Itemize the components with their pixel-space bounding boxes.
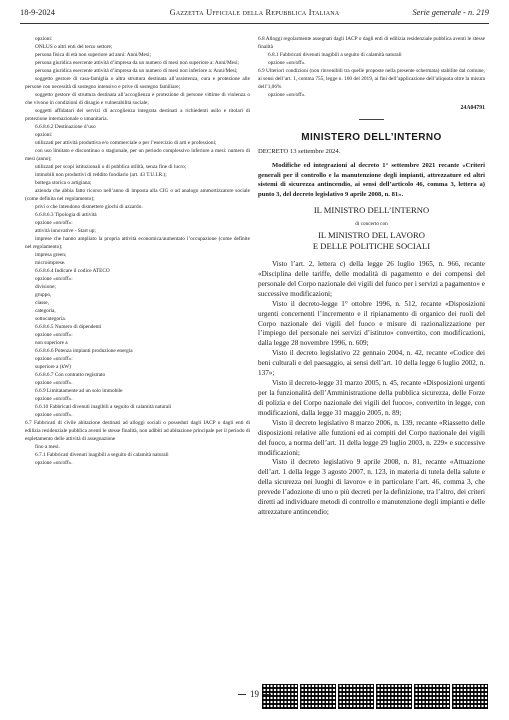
paragraph: 6.6.8.6.2 Destinazione d’uso [35,124,96,130]
paragraph: 6.7.1 Fabbricati divenuti inagibili a seguito di calamità naturali [35,452,169,458]
paragraph: divisione; [35,284,56,290]
labor-minister-line-1: IL MINISTRO DEL LAVORO [318,230,425,240]
paragraph: opzione «on/off»: [35,220,73,226]
paragraph: azienda che abbia fatto ricorso nell’anno di imposta alla CIG o ad analogo ammortizzatore sociale (come definita nel regolamento); [25,188,250,202]
qr-code [452,684,488,709]
paragraph: opzione «on/off». [35,412,73,418]
paragraph: opzioni: [35,36,53,42]
paragraph: 6.6.8.6.5 Numero di dipendenti [35,324,102,330]
paragraph: opzione «on/off»: [35,332,73,338]
qr-code [262,684,298,709]
issue-date: 18-9-2024 [20,8,55,17]
page-header [20,8,489,22]
left-column [25,35,250,467]
paragraph: 6.9 Ulteriori condizioni (non rinvenibili tra quelle proposte nella presente schermata) stabilite dal comune, ai sensi dell’art. 1, comma 755, legge n. 160 del 2019, ai fini dell’applicazione dell’aliquota oltre la misura dell’1,06% [258,68,485,90]
paragraph: 6.6.10 Fabbricati divenuti inagibili a seguito di calamità naturali [35,404,172,410]
paragraph: gruppo, [35,292,52,298]
minister-heading: IL MINISTRO DELL’INTERNO [313,205,430,215]
header-rule [20,23,489,24]
paragraph: immobili non produttivi di reddito fondiario (art. 43 T.U.I.R.); [35,172,167,178]
visto-paragraph: Visto il decreto legislativo 22 gennaio 2004, n. 42, recante «Codice dei beni culturali e del paesaggio, ai sensi dell’art. 10 della legge 6 luglio 2002, n. 137»; [258,349,485,378]
issue-series: Serie generale - n. 219 [412,8,489,17]
paragraph: utilizzati per attività produttiva e/o commerciale o per l’esercizio di arti e professioni; [35,140,217,146]
visto-paragraph: Visto il decreto legislativo 8 marzo 2006, n. 139, recante «Riassetto delle disposizioni relative alle funzioni ed ai compiti del Corpo nazionale dei vigili del fuoco, a norma dell’art. 11 della legge 29 luglio 2003, n. 229» e successive modificazioni; [258,418,485,457]
visto-paragraph: Visto il decreto legislativo 9 aprile 2008, n. 81, recante «Attuazione dell’art. 1 della legge 3 agosto 2007, n. 123, in materia di tutela della salute e della sicurezza nei luoghi di lavoro» e in particolare l’art. 46, comma 3, che prevede l’adozione di uno o più decreti per la definizione, tra l’altro, dei criteri diretti ad individuare metodi di controllo e manutenzione degli impianti e delle attrezzature antincendio; [258,458,485,517]
paragraph: opzione «on/off». [268,92,306,98]
paragraph: opzione «on/off». [35,396,73,402]
paragraph: con uso limitato e discontinuo o stagionale, per un periodo complessivo inferiore a mesi: numero di mesi (anno); [25,148,250,162]
qr-code [338,684,374,709]
paragraph: 6.6.9 Limitatamente ad un solo immobile [35,388,123,394]
paragraph: categoria, [35,308,56,314]
paragraph: bottega storica o artigiana; [35,180,92,186]
paragraph: soggetti affidatari dei servizi di accoglienza integrata destinati a richiedenti asilo e titolari di protezione internazionale o umanitaria. [25,108,250,122]
paragraph: opzione «on/off»: [35,276,73,282]
labor-minister-line-2: E DELLE POLITICHE SOCIALI [312,241,431,251]
paragraph: persona fisica di età non superiore ad anni: Anni/Mesi; [35,52,151,58]
publication-title: Gazzetta Ufficiale della Repubblica Italiana [169,8,340,17]
visto-paragraph: Visto il decreto-legge 31 marzo 2005, n. 45, recante «Disposizioni urgenti per la funzionalità dell’Amministrazione della pubblica sicurezza, delle Forze di polizia e del Corpo nazionale dei vigili del fuoco», convertito in legge, con modificazioni, dalla legge 31 maggio 2005, n. 89; [258,379,485,417]
right-column [258,35,485,518]
right-top-list [258,35,485,99]
paragraph: 6.6.8.6.4 Indicare il codice ATECO [35,268,110,274]
paragraph: fino a mesi. [35,444,60,450]
paragraph: persona giuridica esercente attività d’impresa da un numero di mesi non inferiore a: Anni/Mesi; [35,68,238,74]
qr-code [300,684,336,709]
paragraph: persona giuridica esercente attività d’impresa da un numero di mesi non superiore a: Anni/Mesi; [35,60,240,66]
paragraph: 6.8.1 Fabbricati divenuti inagibili a seguito di calamità naturali [268,52,402,58]
paragraph: imprese che hanno ampliato la propria attività economica/aumentato l’occupazione (come definite nel regolamento); [25,236,250,250]
paragraph: opzione «on/off»: [35,356,73,362]
qr-code [376,684,412,709]
qr-code [414,684,450,709]
decree-subject: Modifiche ed integrazioni al decreto 1° settembre 2021 recante «Criteri generali per il controllo e la manutenzione degli impianti, attrezzature ed altri sistemi di sicurezza antincendio, ai sensi dell’articolo 46, comma 3, lettera a) punto 3, del decreto legislativo 9 aprile 2008, n. 81». [258,162,485,198]
paragraph: superiore a (kW) [35,364,71,370]
paragraph: attività innovative - Start up; [35,228,96,234]
paragraph: microimprese. [35,260,66,266]
paragraph: privi o che intendono dismettere giochi di azzardo. [35,204,143,210]
qr-code-strip [262,684,488,709]
paragraph: opzione «on/off». [268,60,306,66]
paragraph: utilizzati per scopi istituzionali o di pubblica utilità, senza fine di lucro; [35,164,187,170]
visto-list [258,260,485,518]
page-number: 19 [0,689,509,699]
decree-title: DECRETO 13 settembre 2024. [258,148,341,155]
separator [359,119,384,120]
paragraph: classe, [35,300,49,306]
visto-paragraph: Visto l’art. 2, lettera c) della legge 26 luglio 1965, n. 966, recante «Disciplina delle tariffe, delle modalità di pagamento e dei compensi del personale del Corpo nazionale dei vigili del fuoco per i servizi a pagamento» e successive modificazioni; [258,260,485,298]
paragraph: 6.8 Alloggi regolarmente assegnati dagli IACP o dagli enti di edilizia residenziale pubblica aventi le stesse finalità [258,36,485,50]
paragraph: opzione «on/off». [35,380,73,386]
visto-paragraph: Visto il decreto-legge 1° ottobre 1996, n. 512, recante «Disposizioni urgenti concernenti l’incremento e il ripianamento di organico dei ruoli del Corpo nazionale dei vigili del fuoco e misure di razionalizzazione per l’impiego del personale nei servizi d’istituto» convertito, con modificazioni, dalla legge 28 novembre 1996, n. 609; [258,299,485,348]
paragraph: 6.6.8.6.7 Con contratto registrato [35,372,106,378]
concert-label: di concerto con [355,221,388,227]
paragraph: opzione «on/off». [35,460,73,466]
paragraph: 6.6.8.6.6 Potenza impianti produzione energia [35,348,133,354]
paragraph: 6.6.8.6.3 Tipologia di attività [35,212,97,218]
paragraph: soggetto gestore di struttura destinata all’accoglienza e protezione di persone vittime di violenza o che vivono in condizioni di disagio e vulnerabilità sociale; [25,92,250,106]
paragraph: 6.7 Fabbricati di civile abitazione destinati ad alloggi sociali o posseduti dagli IACP o dagli enti di edilizia residenziale pubblica aventi le stesse finalità, non adibiti ad abitazione principale per il periodo di espletamento delle attività di assegnazione [25,420,250,442]
ministry-title: MINISTERO DELL’INTERNO [301,132,442,143]
document-code: 24A04791 [460,105,485,111]
paragraph: sottocategoria. [35,316,67,322]
paragraph: non superiore a [35,340,68,346]
paragraph: impresa green; [35,252,67,258]
paragraph: soggetto gestore di casa-famiglia o altra struttura destinata all’assistenza, cura e protezione alle persone con necessità di sostegno intensivo e prive di sostegno familiare; [25,76,250,90]
paragraph: ONLUS o altri enti del terzo settore; [35,44,113,50]
paragraph: opzioni: [35,132,53,138]
